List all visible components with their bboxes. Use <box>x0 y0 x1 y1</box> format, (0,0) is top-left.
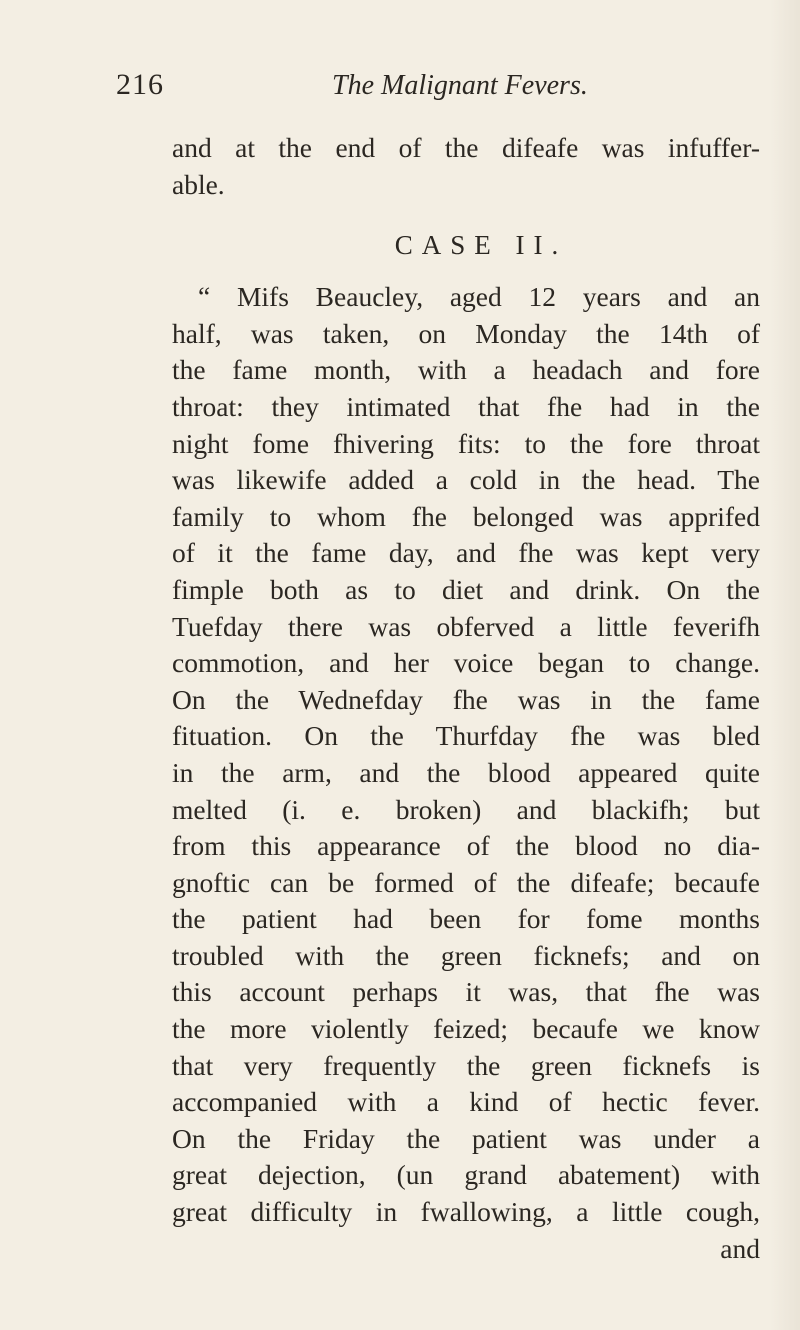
text-line: was likewife added a cold in the head. The <box>172 464 760 496</box>
text-line: able. <box>172 168 225 200</box>
text-line: night fome fhivering fits: to the fore throat <box>172 427 760 459</box>
text-line: gnoftic can be formed of the difeafe; becaufe <box>172 866 760 898</box>
text-line: great dejection, (un grand abatement) with <box>172 1159 760 1191</box>
text-line: this account perhaps it was, that fhe was <box>172 976 760 1008</box>
text-line: On the Wednefday fhe was in the fame <box>172 683 760 715</box>
text-line: melted (i. e. broken) and blackifh; but <box>172 793 760 825</box>
text-line: the patient had been for fome months <box>172 903 760 935</box>
text-line: from this appearance of the blood no dia- <box>172 830 760 862</box>
text-line: family to whom fhe belonged was apprifed <box>172 500 760 532</box>
page-number: 216 <box>116 68 164 101</box>
text-line: and at the end of the difeafe was infuffer- <box>172 132 760 163</box>
text-line: troubled with the green ficknefs; and on <box>172 939 760 971</box>
page-header <box>0 68 800 112</box>
text-line: half, was taken, on Monday the 14th of <box>172 317 760 349</box>
running-title: The Malignant Fevers. <box>332 70 588 101</box>
body-text <box>172 130 760 1267</box>
text-line: throat: they intimated that fhe had in the <box>172 390 760 422</box>
text-line: Tuefday there was obferved a little feverifh <box>172 610 760 642</box>
text-line: fimple both as to diet and drink. On the <box>172 573 760 605</box>
text-line: accompanied with a kind of hectic fever. <box>172 1086 760 1118</box>
text-line: On the Friday the patient was under a <box>172 1122 760 1154</box>
text-line: fituation. On the Thurfday fhe was bled <box>172 720 760 752</box>
text-line: “ Mifs Beaucley, aged 12 years and an <box>198 281 760 313</box>
case-heading: CASE II. <box>394 230 568 261</box>
text-line: that very frequently the green ficknefs is <box>172 1049 760 1081</box>
text-line: the more violently feized; becaufe we know <box>172 1013 760 1045</box>
text-line: the fame month, with a headach and fore <box>172 354 760 386</box>
text-line: in the arm, and the blood appeared quite <box>172 756 760 788</box>
catchword: and <box>720 1232 760 1264</box>
text-line: commotion, and her voice began to change. <box>172 647 760 679</box>
text-line: of it the fame day, and fhe was kept very <box>172 537 760 569</box>
text-line: great difficulty in fwallowing, a little cough, <box>172 1196 760 1228</box>
